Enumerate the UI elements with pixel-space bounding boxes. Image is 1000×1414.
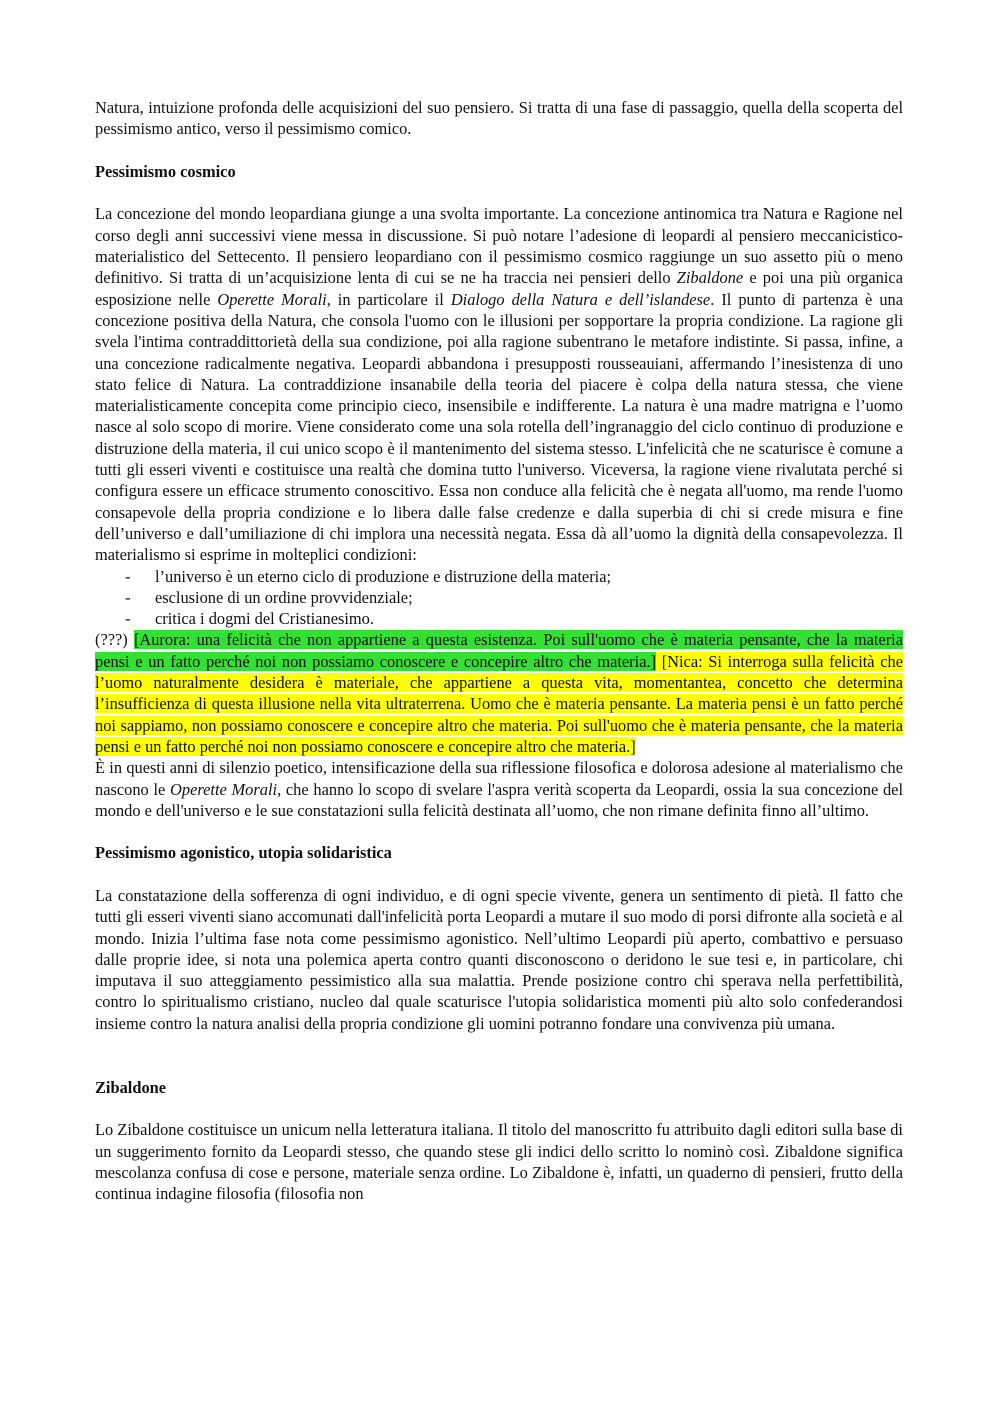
document-page [95,97,903,1204]
list-item [95,608,903,629]
heading-pessimismo-agonistico: Pessimismo agonistico, utopia solidaristica [95,843,392,863]
list-item-text: esclusione di un ordine provvidenziale; [155,587,413,607]
operette-title-italic: Operette Morali [217,289,327,309]
question-marks: (???) [95,630,134,650]
cosmico-text-a: La concezione del mondo leopardiana giunge a una svolta importante. La concezione antinomica tra Natura e Ragione nel corso degli anni successivi viene messa in discussione. Si può notare l’adesione di leopardi al pensiero meccanicistico-materialistico del Settecento. Il pensiero leopardiano con il pessimismo cosmico raggiunge un suo assetto più o meno definitivo. Si tratta di un’acquisizione lenta di cui se ne ha traccia nei pensieri dello [95,204,903,288]
zibaldone-title-italic: Zibaldone [676,268,744,288]
operette-paragraph [95,757,903,821]
dash-bullet: - [125,609,131,629]
heading-pessimismo-cosmico: Pessimismo cosmico [95,161,236,181]
cosmico-text-c: , in particolare il [326,289,451,309]
list-item [95,566,903,587]
cosmico-text-d: . Il punto di partenza è una concezione positiva della Natura, che consola l'uomo con le illusioni per sopportare la propria condizione. La ragione gli svela l'intima contraddittorietà della sua condizione, poi alla ragione subentrano le metafore indistinte. Si passa, infine, a una concezione radicalmente negativa. Leopardi abbandona i presupposti rousseauiani, affermando l’inesistenza di uno stato felice di Natura. La contraddizione insanabile della teoria del piacere è colpa della natura stessa, che viene materialisticamente concepita come principio cieco, insensibile e indifferente. La natura è una madre matrigna e l’uomo nasce al solo scopo di morire. Viene considerato come una sola rotella dell’ingranaggio del ciclo continuo di produzione e distruzione della materia, il cui unico scopo è il mantenimento del sistema stesso. L'infelicità che ne scaturisce è comune a tutti gli esseri viventi e costituisce una realtà che domina tutto l'universo. Viceversa, la ragione viene rivalutata perché si configura essere un efficace strumento conoscitivo. Essa non conduce alla felicità che è negata all'uomo, ma rende l'uomo consapevole della propria condizione e lo libera dalle false credenze e dalla superbia di chi si crede misura e fine dell’universo e dall’umiliazione di chi implora una necessità negata. Essa dà all’uomo la dignità della consapevolezza. Il materialismo si esprime in molteplici condizioni: [95,289,903,565]
heading-zibaldone: Zibaldone [95,1077,167,1097]
dialogo-title-italic: Dialogo della Natura e dell’islandese [450,289,711,309]
operette-title-italic: Operette Morali [170,779,278,799]
materialism-list [95,566,903,630]
operette-text-b: , che hanno lo scopo di svelare l'aspra verità scoperta da Leopardi, ossia la sua concezione del mondo e dell'universo e le sue constatazioni sulla felicità destinata all’uomo, che non rimane definita finno all’ultimo. [95,779,903,820]
operette-text-a: È in questi anni di silenzio poetico, intensificazione della sua riflessione filosofica e dolorosa adesione al materialismo che nascono le [95,758,903,799]
agonistico-paragraph: La constatazione della sofferenza di ogni individuo, e di ogni specie vivente, genera un sentimento di pietà. Il fatto che tutti gli esseri viventi siano accomunati dall'infelicità porta Leopardi a mutare il suo modo di porsi difronte alla società e al mondo. Inizia l’ultima fase nota come pessimismo agonistico. Nell’ultimo Leopardi più aperto, combattivo e persuaso dalle proprie idee, si nota una polemica aperta contro quanti disconoscono o deridono le sue tesi e, in particolare, chi imputava il suo atteggiamento pessimistico alla sua malattia. Prende posizione contro chi sperava nella perfettibilità, contro lo spiritualismo cristiano, nucleo dal quale scaturisce l'utopia solidaristica momenti più alto solo confederandosi insieme contro la natura analisi della propria condizione gli uomini potranno fondare una convivenza più umana. [95,885,903,1033]
cosmico-paragraph [95,203,903,565]
zibaldone-paragraph: Lo Zibaldone costituisce un unicum nella letteratura italiana. Il titolo del manoscritto fu attribuito dagli editori sulla base di un suggerimento fornito da Leopardi stesso, che quando stese gli indici dello scritto lo nominò così. Zibaldone significa mescolanza confusa di cose e persone, materiale senza ordine. Lo Zibaldone è, infatti, un quaderno di pensieri, frutto della continua indagine filosofia (filosofia non [95,1120,903,1204]
annotation-paragraph [95,629,903,757]
intro-paragraph: Natura, intuizione profonda delle acquisizioni del suo pensiero. Si tratta di una fase di passaggio, quella della scoperta del pessimismo antico, verso il pessimismo comico. [95,98,903,139]
yellow-highlighted-note: [Nica: Si interroga sulla felicità che l’uomo naturalmente desidera è materiale, che appartiene a questa vita, momentantea, concetto che determina l’insufficienza di questa illusione nella vita ultraterrena. Uomo che è materia pensante. La materia pensi è un fatto perché noi sappiamo, non possiamo conoscere e concepire altro che materia. Poi sull'uomo che è materia pensante, che la materia pensi e un fatto perché noi non possiamo conoscere e concepire altro che materia.] [95,651,903,756]
list-item [95,587,903,608]
dash-bullet: - [125,587,131,607]
list-item-text: l’universo è un eterno ciclo di produzione e distruzione della materia; [155,566,612,586]
cosmico-text-b: e poi una più organica esposizione nelle [95,268,903,309]
list-item-text: critica i dogmi del Cristianesimo. [155,609,374,629]
dash-bullet: - [125,566,131,586]
green-highlighted-note: [Aurora: una felicità che non appartiene a questa esistenza. Poi sull'uomo che è materia pensante, che la materia pensi e un fatto perché noi non possiamo conoscere e concepire altro che materia.] [95,630,903,671]
